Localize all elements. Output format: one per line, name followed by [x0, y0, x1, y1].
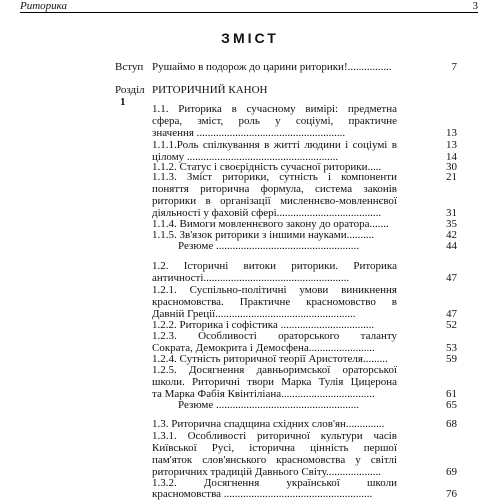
toc-entry-1-1-line2[interactable]: сфера, зміст, роль у соціумі, практичне [152, 115, 397, 127]
toc-page-1-3: 68 [446, 418, 457, 430]
running-header-title: Риторика [20, 0, 68, 12]
toc-page-1-1-4: 35 [446, 218, 457, 230]
toc-page-summary-1: 44 [446, 240, 457, 252]
toc-entry-1-2-5-line1[interactable]: 1.2.5. Досягнення давньоримської ораторської [152, 364, 397, 376]
toc-entry-1-1-3-line3[interactable]: риторики в організації мисленнєво-мовленнєвої [152, 195, 397, 207]
toc-page-1-1-5: 42 [446, 229, 457, 241]
toc-entry-1-1-line3[interactable]: значення ...................................................... [152, 127, 346, 139]
toc-page-summary-2: 65 [446, 399, 457, 411]
toc-entry-1-1-1-line2[interactable]: цілому ....................................................... [152, 151, 339, 163]
toc-entry-1-3-1-line3[interactable]: пам'яток слов'янського красномовства у світлі [152, 454, 397, 466]
toc-page-1-3-2: 76 [446, 488, 457, 500]
toc-entry-1-1-1-line1[interactable]: 1.1.1.Роль спілкування в житті людини і соціумі в [152, 139, 397, 151]
toc-entry-vstup[interactable]: Рушаймо в подорож до царини риторики!................ [152, 61, 392, 73]
toc-entry-1-3-2-line2[interactable]: красномовства ...................................................... [152, 488, 373, 500]
toc-page-1-1-1b: 14 [446, 151, 457, 163]
toc-entry-1-2-5-line3[interactable]: та Марка Фабія Квінтіліана.................................. [152, 388, 375, 400]
toc-entry-1-1-5[interactable]: 1.1.5. Зв'язок риторики з іншими науками.......... [152, 229, 375, 241]
toc-page-1-2-3: 53 [446, 342, 457, 354]
toc-entry-1-3-1-line4[interactable]: риторичних традицій Давнього Світу.................... [152, 466, 381, 478]
toc-page-1-2-5: 61 [446, 388, 457, 400]
toc-page-1-2-4: 59 [446, 353, 457, 365]
toc-entry-1-3-1-line1[interactable]: 1.3.1. Особливості риторичної культури часів [152, 430, 397, 442]
toc-page-1-3-1: 69 [446, 466, 457, 478]
toc-page-1-1: 13 [446, 127, 457, 139]
running-header-page-number: 3 [472, 0, 478, 12]
toc-page-1-1-1a: 13 [446, 139, 457, 151]
toc-entry-1-2-line2[interactable]: античності..................................................... [152, 272, 350, 284]
toc-entry-1-2-4[interactable]: 1.2.4. Сутність риторичної теорії Аристотеля......... [152, 353, 388, 365]
toc-entry-1-1-3-line4[interactable]: діяльності у фаховій сфері...................................... [152, 207, 382, 219]
section-title: РИТОРИЧНИЙ КАНОН [152, 84, 268, 96]
toc-page-1-2: 47 [446, 272, 457, 284]
toc-page-vstup: 7 [451, 61, 457, 73]
toc-entry-1-1-2[interactable]: 1.1.2. Статус і своєрідність сучасної риторики..... [152, 161, 382, 173]
toc-entry-summary-1[interactable]: Резюме .................................................... [178, 240, 360, 252]
toc-title: ЗМІСТ [221, 30, 279, 46]
toc-entry-1-2-1-line3[interactable]: Давній Греції................................................... [152, 308, 356, 320]
toc-entry-summary-2[interactable]: Резюме .................................................... [178, 399, 360, 411]
toc-page-1-2-2: 52 [446, 319, 457, 331]
toc-page-1-1-2: 30 [446, 161, 457, 173]
section-number: 1 [120, 96, 126, 108]
toc-entry-1-3-2-line1[interactable]: 1.3.2. Досягнення української школи [152, 477, 397, 489]
toc-page-1-2-1: 47 [446, 308, 457, 320]
toc-entry-1-2-5-line2[interactable]: школи. Риторичні твори Марка Тулія Цицерона [152, 376, 397, 388]
toc-entry-1-2-line1[interactable]: 1.2. Історичні витоки риторики. Риторика [152, 260, 397, 272]
section-label: Розділ [115, 84, 145, 96]
toc-entry-1-2-2[interactable]: 1.2.2. Риторика і софістика .................................. [152, 319, 375, 331]
toc-page-1-1-3b: 31 [446, 207, 457, 219]
toc-entry-1-1-3-line2[interactable]: поняття риторична формула, система законів [152, 183, 397, 195]
toc-entry-1-3-1-line2[interactable]: Київської Русі, історична цінність першої [152, 442, 397, 454]
toc-entry-1-1-4[interactable]: 1.1.4. Вимоги мовленнєвого закону до оратора....... [152, 218, 389, 230]
running-header [20, 0, 478, 13]
toc-entry-1-2-1-line1[interactable]: 1.2.1. Суспільно-політичні умови виникнення [152, 284, 397, 296]
toc-entry-1-2-1-line2[interactable]: красномовства. Практичне красномовство в [152, 296, 397, 308]
toc-entry-1-3[interactable]: 1.3. Риторична спадщина східних слов'ян.............. [152, 418, 385, 430]
toc-entry-1-2-3-line1[interactable]: 1.2.3. Особливості ораторського таланту [152, 330, 397, 342]
toc-entry-1-2-3-line2[interactable]: Сократа, Демокрита і Демосфена........................ [152, 342, 375, 354]
toc-page-1-1-3a: 21 [446, 171, 457, 183]
toc-entry-1-1-line1[interactable]: 1.1. Риторика в сучасному вимірі: предметна [152, 103, 397, 115]
vstup-label: Вступ [115, 61, 144, 73]
toc-entry-1-1-3-line1[interactable]: 1.1.3. Зміст риторики, сутність і компоненти [152, 171, 397, 183]
